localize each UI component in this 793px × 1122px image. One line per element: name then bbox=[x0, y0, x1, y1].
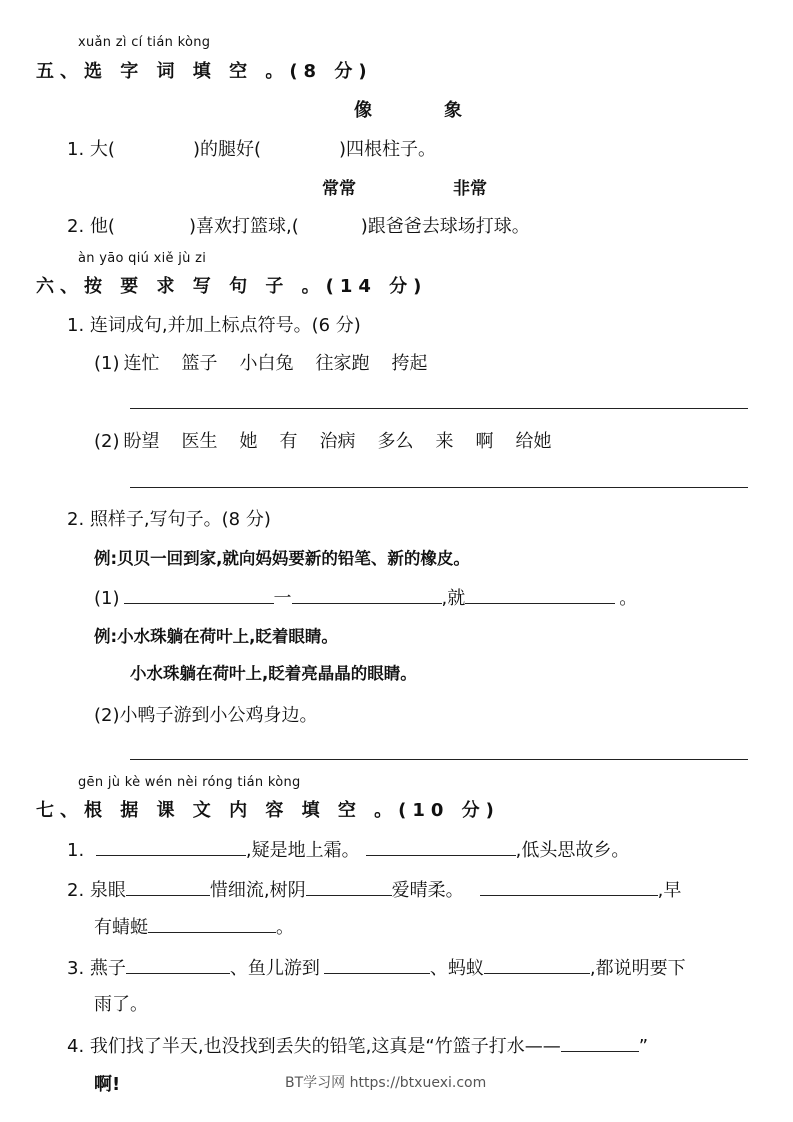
s7-q1-part-b: ,低头思故乡。 bbox=[515, 840, 630, 861]
word-card: 挎起 bbox=[391, 353, 428, 374]
s6-fill2: (2)小鸭子游到小公鸡身边。 bbox=[94, 705, 318, 726]
s6-example2a: 例:小水珠躺在荷叶上,眨着眼睛。 bbox=[94, 627, 338, 646]
word-card: 多么 bbox=[377, 431, 414, 452]
s7-q2-part-f: 。 bbox=[276, 917, 294, 938]
word-card: 小白兔 bbox=[239, 353, 294, 374]
s7-q2-part-b: 惜细流,树阴 bbox=[209, 880, 306, 901]
s6-fill1 bbox=[94, 584, 637, 610]
s6-fill1-label: (1) bbox=[94, 588, 120, 609]
footer-watermark: BT学习网 https://btxuexi.com bbox=[285, 1075, 487, 1091]
word-card: 往家跑 bbox=[315, 353, 370, 374]
section7-title: 七、根 据 课 文 内 容 填 空 。(10 分) bbox=[36, 800, 500, 821]
choice-xiang2: 象 bbox=[444, 100, 462, 121]
s7-q3-blank3[interactable] bbox=[484, 957, 590, 974]
s6-fill1-mid: 一 bbox=[273, 588, 292, 609]
s6-sub2: 2. 照样子,写句子。(8 分) bbox=[67, 509, 271, 530]
word-card: 医生 bbox=[181, 431, 218, 452]
s7-q4-number: 4. bbox=[67, 1036, 85, 1057]
s7-q3-part-c: 、蚂蚁 bbox=[429, 958, 484, 979]
s7-q1-blank1[interactable] bbox=[96, 839, 246, 856]
s7-q3 bbox=[67, 954, 686, 980]
s7-q4-part-b: ” bbox=[638, 1036, 649, 1057]
s7-q1-part-a: ,疑是地上霜。 bbox=[245, 840, 360, 861]
section6-pinyin: àn yāo qiú xiě jù zi bbox=[78, 251, 207, 266]
fill1-blank-c[interactable] bbox=[465, 587, 615, 604]
s7-q3-blank2[interactable] bbox=[324, 957, 430, 974]
s6-item2-label: (2) bbox=[94, 431, 120, 452]
choice-changchang: 常常 bbox=[322, 179, 356, 199]
answer-line-1[interactable] bbox=[130, 408, 748, 409]
s7-q2-part-c: 爱晴柔。 bbox=[391, 880, 464, 901]
s7-q2-line2 bbox=[94, 913, 294, 939]
word-card: 给她 bbox=[515, 431, 552, 452]
s6-item1-label: (1) bbox=[94, 353, 120, 374]
s7-q3-part-d: ,都说明要下 bbox=[589, 958, 686, 979]
s5-q2-part-a: 他( bbox=[89, 216, 115, 237]
word-card: 盼望 bbox=[123, 431, 160, 452]
s5-q2-part-c: )跟爸爸去球场打球。 bbox=[360, 216, 530, 237]
s7-q3-part-b: 、鱼儿游到 bbox=[229, 958, 320, 979]
s7-q4 bbox=[67, 1032, 648, 1058]
s6-example2b: 小水珠躺在荷叶上,眨着亮晶晶的眼睛。 bbox=[130, 664, 417, 683]
word-card: 篮子 bbox=[181, 353, 218, 374]
section6-title: 六、按 要 求 写 句 子 。(14 分) bbox=[36, 276, 428, 297]
section7-pinyin: gēn jù kè wén nèi róng tián kòng bbox=[78, 775, 301, 790]
s7-q1-number: 1. bbox=[67, 840, 85, 861]
fill1-blank-a[interactable] bbox=[124, 587, 274, 604]
choice-feichang: 非常 bbox=[453, 179, 487, 199]
s7-q2-number: 2. bbox=[67, 880, 85, 901]
s7-q2-part-d: ,早 bbox=[657, 880, 682, 901]
s5-q2-part-b: )喜欢打篮球,( bbox=[188, 216, 299, 237]
s6-fill1-mid2: ,就 bbox=[441, 588, 466, 609]
s7-q3-line2: 雨了。 bbox=[94, 994, 148, 1015]
s6-example1: 例:贝贝一回到家,就向妈妈要新的铅笔、新的橡皮。 bbox=[94, 549, 470, 568]
s6-item1 bbox=[94, 349, 450, 375]
s7-q2-part-a: 泉眼 bbox=[89, 880, 126, 901]
fill1-blank-b[interactable] bbox=[292, 587, 442, 604]
s5-q1-part-b: )的腿好( bbox=[192, 139, 261, 160]
s7-q2-blank2[interactable] bbox=[306, 879, 392, 896]
word-card: 连忙 bbox=[123, 353, 160, 374]
s7-q3-number: 3. bbox=[67, 958, 85, 979]
s7-q4-part-a: 我们找了半天,也没找到丢失的铅笔,这真是“竹篮子打水—— bbox=[89, 1036, 561, 1057]
word-card: 她 bbox=[239, 431, 258, 452]
s7-q1 bbox=[67, 836, 629, 862]
s5-q1-part-a: 大( bbox=[89, 139, 115, 160]
answer-line-2[interactable] bbox=[130, 487, 748, 488]
choice-xiang1: 像 bbox=[354, 100, 372, 121]
s6-sub1: 1. 连词成句,并加上标点符号。(6 分) bbox=[67, 315, 361, 336]
s6-fill1-end: 。 bbox=[619, 588, 638, 609]
s7-q2-blank4[interactable] bbox=[148, 916, 276, 933]
s7-q4-line2: 啊! bbox=[94, 1074, 121, 1095]
s5-q1 bbox=[67, 135, 436, 161]
s7-q2 bbox=[67, 876, 681, 902]
s5-q2 bbox=[67, 212, 530, 238]
s7-q3-blank1[interactable] bbox=[126, 957, 230, 974]
s7-q4-blank[interactable] bbox=[561, 1035, 639, 1052]
word-card: 有 bbox=[279, 431, 298, 452]
word-card: 治病 bbox=[319, 431, 356, 452]
s7-q2-blank3[interactable] bbox=[480, 879, 658, 896]
word-card: 来 bbox=[435, 431, 454, 452]
s7-q3-part-a: 燕子 bbox=[89, 958, 126, 979]
word-card: 啊 bbox=[475, 431, 494, 452]
section5-title: 五、选 字 词 填 空 。(8 分) bbox=[36, 61, 373, 82]
s7-q2-part-e: 有蜻蜓 bbox=[94, 917, 148, 938]
s5-q1-part-c: )四根柱子。 bbox=[339, 139, 437, 160]
s5-q2-number: 2. bbox=[67, 216, 85, 237]
section5-pinyin: xuǎn zì cí tián kòng bbox=[78, 35, 211, 50]
answer-line-3[interactable] bbox=[130, 759, 748, 760]
s6-item2 bbox=[94, 427, 574, 453]
s7-q2-blank1[interactable] bbox=[126, 879, 210, 896]
s5-q1-number: 1. bbox=[67, 139, 85, 160]
s7-q1-blank2[interactable] bbox=[366, 839, 516, 856]
